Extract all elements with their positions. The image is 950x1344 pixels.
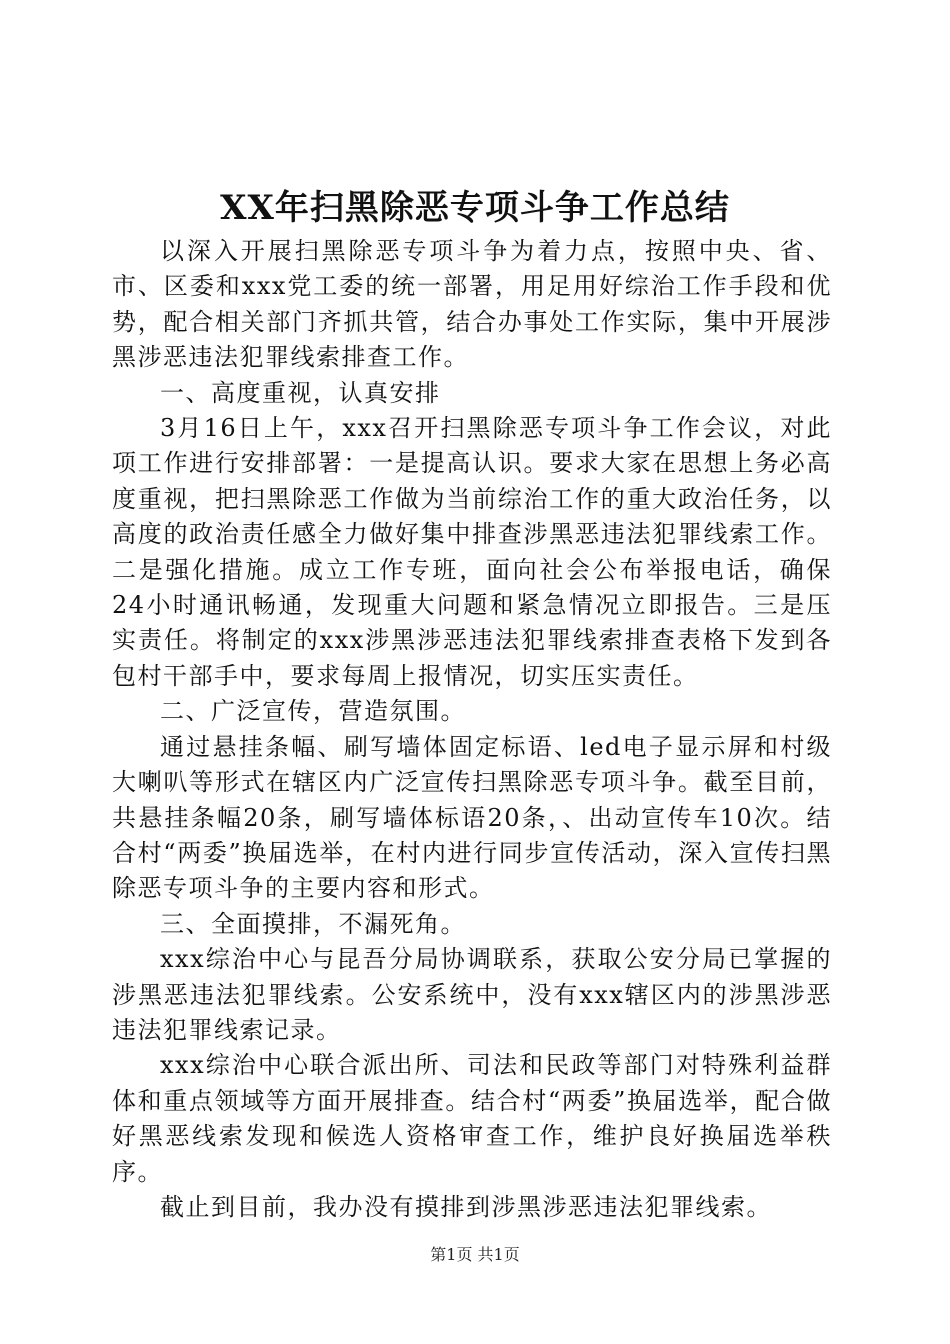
page-footer: 第1页 共1页 [430,1245,520,1264]
paragraph-publicity: 通过悬挂条幅、刷写墙体固定标语、led电子显示屏和村级大喇叭等形式在辖区内广泛宣传扫黑除恶专项斗争。截至目前，共悬挂条幅20条，刷写墙体标语20条，、出动宣传车10次。结合村“两委”换届选举，在村内进行同步宣传活动，深入宣传扫黑除恶专项斗争的主要内容和形式。 [112,732,832,903]
paragraph-intro: 以深入开展扫黑除恶专项斗争为着力点，按照中央、省、市、区委和xxx党工委的统一部署，用足用好综治工作手段和优势，配合相关部门齐抓共管，结合办事处工作实际，集中开展涉黑涉恶违法犯罪线索排查工作。 [112,237,832,372]
document-body [112,234,832,1225]
paragraph-conclusion: 截止到目前，我办没有摸排到涉黑涉恶违法犯罪线索。 [160,1192,772,1221]
paragraph-investigation: xxx综治中心联合派出所、司法和民政等部门对特殊利益群体和重点领域等方面开展排查。结合村“两委”换届选举，配合做好黑恶线索发现和候选人资格审查工作，维护良好换届选举秩序。 [112,1051,832,1186]
section-heading-2: 二、广泛宣传，营造氛围。 [160,697,466,726]
section-heading-3: 三、全面摸排，不漏死角。 [160,909,466,938]
paragraph-meeting: 3月16日上午，xxx召开扫黑除恶专项斗争工作会议，对此项工作进行安排部署：一是提高认识。要求大家在思想上务必高度重视，把扫黑除恶工作做为当前综治工作的重大政治任务，以高度的政治责任感全力做好集中排查涉黑恶违法犯罪线索工作。二是强化措施。成立工作专班，面向社会公布举报电话，确保24小时通讯畅通，发现重大问题和紧急情况立即报告。三是压实责任。将制定的xxx涉黑涉恶违法犯罪线索排查表格下发到各包村干部手中，要求每周上报情况，切实压实责任。 [112,414,832,690]
paragraph-coordination: xxx综治中心与昆吾分局协调联系，获取公安分局已掌握的涉黑恶违法犯罪线索。公安系统中，没有xxx辖区内的涉黑涉恶违法犯罪线索记录。 [112,945,832,1044]
document-title: XX年扫黑除恶专项斗争工作总结 [220,188,730,228]
section-heading-1: 一、高度重视，认真安排 [160,378,441,407]
